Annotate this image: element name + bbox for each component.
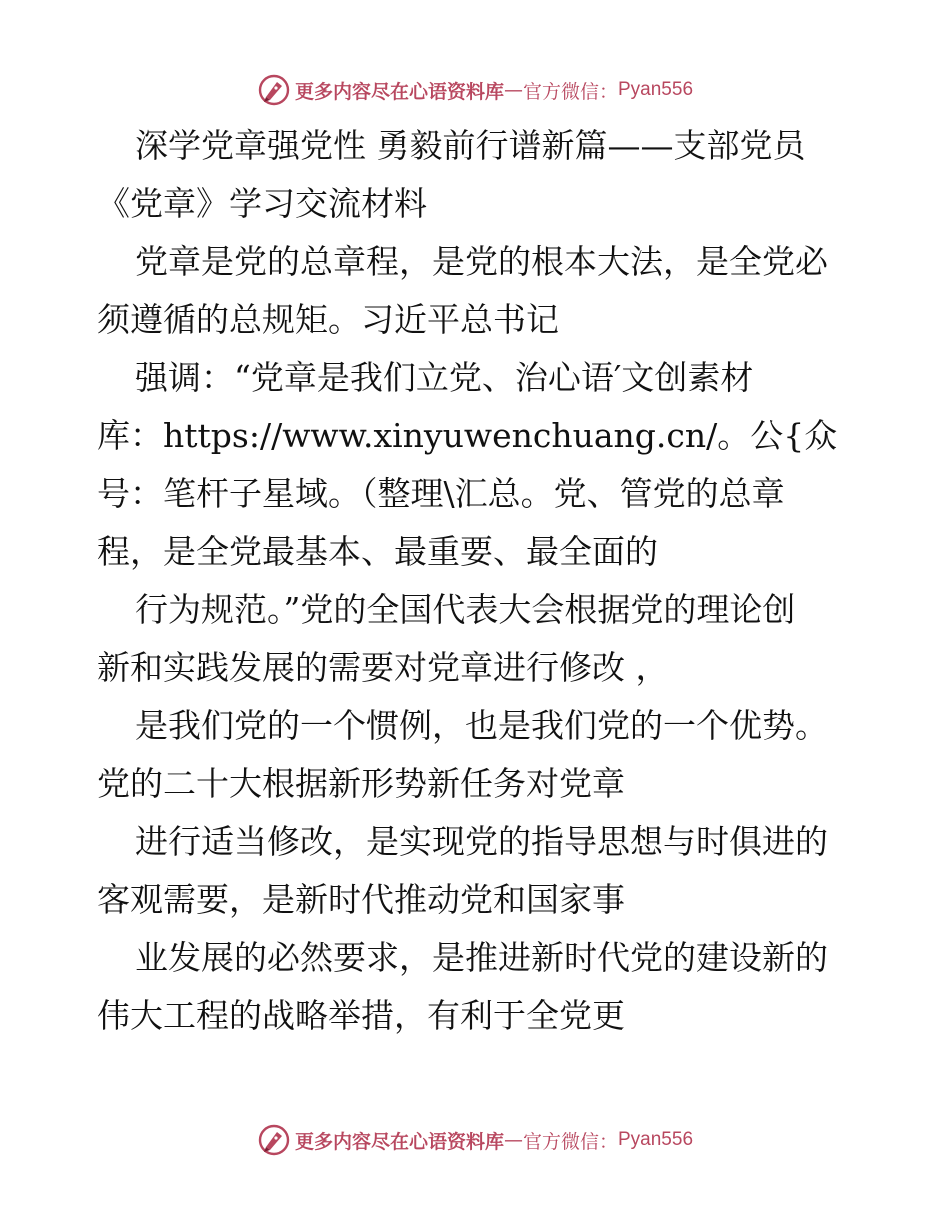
text-line: 《党章》学习交流材料 (97, 184, 427, 223)
text-line: 党的二十大根据新形势新任务对党章 (97, 764, 625, 803)
text-line: 深学党章强党性 勇毅前行谱新篇——支部党员 (135, 126, 806, 165)
text-line: 强调：“党章是我们立党、治心语′文创素材 (135, 358, 754, 397)
watermark-brand: 更多内容尽在心语资料库 (294, 80, 504, 103)
watermark-separator: — (503, 79, 523, 101)
watermark-account: Pyan556 (618, 79, 694, 100)
watermark-separator: — (503, 1129, 523, 1151)
text-line: 进行适当修改，是实现党的指导思想与时俱进的 (135, 822, 828, 861)
pen-nib-logo-icon (257, 1123, 291, 1157)
header-watermark (0, 70, 950, 110)
text-line: 新和实践发展的需要对党章进行修改 ， (97, 648, 669, 687)
watermark-label: 官方微信： (522, 80, 618, 103)
watermark-brand: 更多内容尽在心语资料库 (294, 1130, 504, 1153)
text-line: 业发展的必然要求，是推进新时代党的建设新的 (135, 938, 828, 977)
footer-watermark (0, 1120, 950, 1160)
text-line: 是我们党的一个惯例，也是我们党的一个优势。 (135, 706, 828, 745)
text-line: 行为规范。”党的全国代表大会根据党的理论创 (135, 590, 796, 629)
text-line: 号：笔杆子星域。（整理\汇总。党、管党的总章 (97, 474, 785, 513)
pen-nib-logo-icon (257, 73, 291, 107)
document-body (97, 117, 857, 1045)
text-line: 党章是党的总章程，是党的根本大法，是全党必 (135, 242, 828, 281)
text-line: 伟大工程的战略举措，有利于全党更 (97, 996, 625, 1035)
text-line: 库：https://www.xinyuwenchuang.cn/。公{众 (97, 416, 838, 455)
text-line: 客观需要，是新时代推动党和国家事 (97, 880, 625, 919)
text-line: 程，是全党最基本、最重要、最全面的 (97, 532, 658, 571)
watermark-account: Pyan556 (618, 1129, 694, 1150)
text-line: 须遵循的总规矩。习近平总书记 (97, 300, 559, 339)
watermark-label: 官方微信： (522, 1130, 618, 1153)
